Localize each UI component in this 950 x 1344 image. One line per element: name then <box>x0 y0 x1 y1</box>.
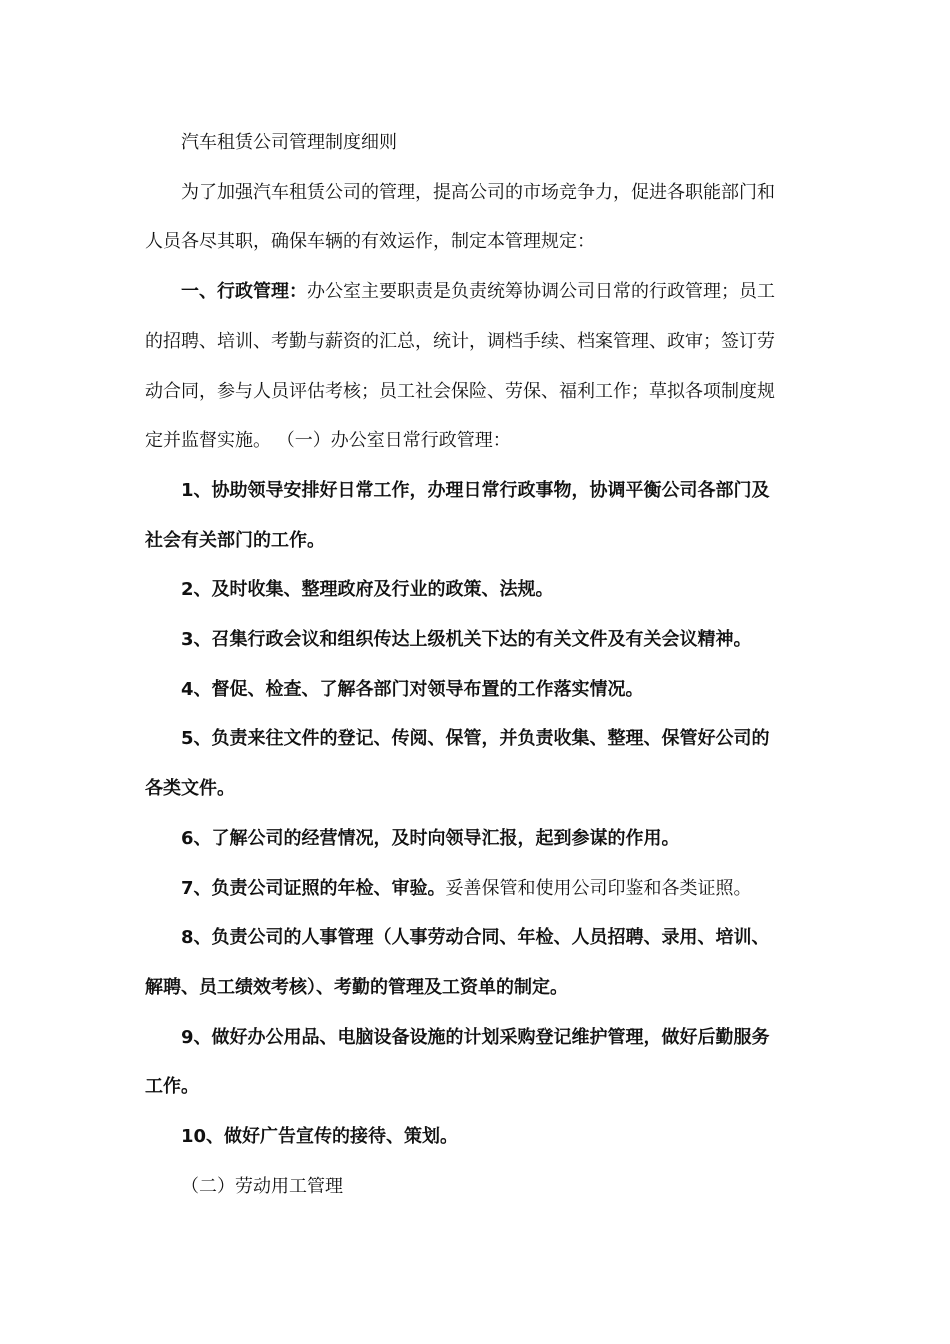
intro-line-2: 人员各尽其职，确保车辆的有效运作，制定本管理规定： <box>145 231 595 253</box>
intro-line-1: 为了加强汽车租赁公司的管理，提高公司的市场竞争力，促进各职能部门和 <box>181 181 775 203</box>
list-item-10: 10、做好广告宣传的接待、策划。 <box>181 1126 459 1148</box>
list-item-7-normal: 妥善保管和使用公司印鉴和各类证照。 <box>445 877 752 899</box>
section-1-line: 动合同，参与人员评估考核；员工社会保险、劳保、福利工作；草拟各项制度规 <box>145 380 775 402</box>
section-1-line: 的招聘、培训、考勤与薪资的汇总，统计，调档手续、档案管理、政审；签订劳 <box>145 330 775 352</box>
section-1-last-line: 定并监督实施。 （一）办公室日常行政管理： <box>145 430 511 452</box>
section-1-text: 办公室主要职责是负责统筹协调公司日常的行政管理；员工 <box>307 281 775 303</box>
list-item-9-line-2: 工作。 <box>145 1076 199 1098</box>
document-page <box>145 118 810 1211</box>
list-item-8-line-2: 解聘、员工绩效考核）、考勤的管理及工资单的制定。 <box>145 976 568 998</box>
list-item-3: 3、召集行政会议和组织传达上级机关下达的有关文件及有关会议精神。 <box>181 629 752 651</box>
section-1-heading: 一、行政管理： <box>181 281 307 303</box>
list-item-7-bold: 7、负责公司证照的年检、审验。 <box>181 877 446 899</box>
section-1-first-line <box>145 267 810 317</box>
list-item-8-line-1: 8、负责公司的人事管理（人事劳动合同、年检、人员招聘、录用、培训、 <box>181 927 770 949</box>
document-title: 汽车租赁公司管理制度细则 <box>181 132 397 153</box>
subsection-2-heading: （二）劳动用工管理 <box>181 1175 343 1197</box>
list-item-2: 2、及时收集、整理政府及行业的政策、法规。 <box>181 579 554 601</box>
list-item-9-line-1: 9、做好办公用品、电脑设备设施的计划采购登记维护管理，做好后勤服务 <box>181 1026 770 1048</box>
list-item-1-line-2: 社会有关部门的工作。 <box>145 529 325 551</box>
list-item-7 <box>145 864 810 914</box>
list-item-5-line-2: 各类文件。 <box>145 778 235 800</box>
list-item-6: 6、了解公司的经营情况，及时向领导汇报，起到参谋的作用。 <box>181 827 680 849</box>
list-item-5-line-1: 5、负责来往文件的登记、传阅、保管，并负责收集、整理、保管好公司的 <box>181 728 770 750</box>
list-item-1-line-1: 1、协助领导安排好日常工作，办理日常行政事物，协调平衡公司各部门及 <box>181 479 770 501</box>
list-item-4: 4、督促、检查、了解各部门对领导布置的工作落实情况。 <box>181 678 644 700</box>
